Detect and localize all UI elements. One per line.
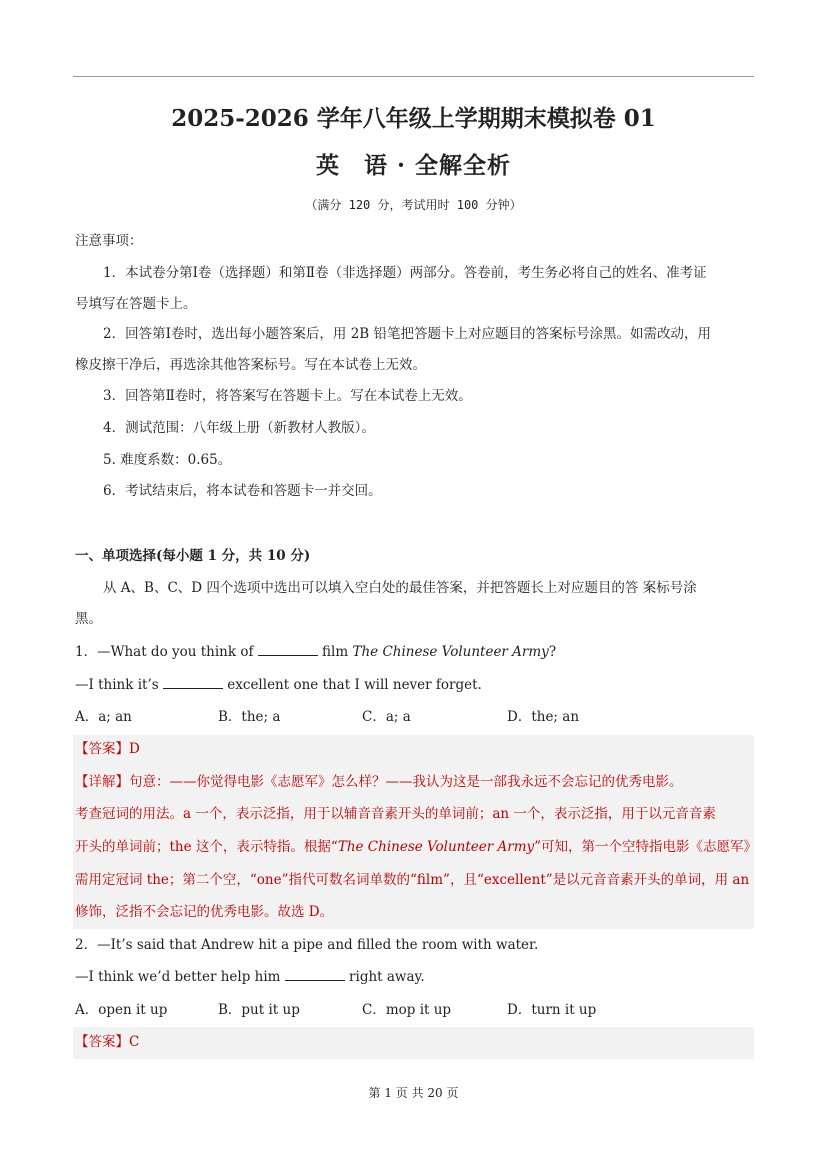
q2-stem-a: 2．—It’s said that Andrew hit a pipe and filled the room with water. bbox=[75, 937, 539, 953]
q2-answer: 【答案】C bbox=[75, 1034, 140, 1050]
q1-detail-2: 考查冠词的用法。a 一个，表示泛指，用于以辅音音素开头的单词前；an 一个，表示泛指，用于以元音音素 bbox=[75, 806, 716, 822]
q1-blank-2 bbox=[163, 676, 223, 689]
page-number: 第 1 页 共 20 页 bbox=[368, 1086, 459, 1100]
header-rule bbox=[73, 76, 754, 77]
score-note: （满分 120 分，考试用时 100 分钟） bbox=[305, 198, 522, 212]
notice-item-1a: 1．本试卷分第Ⅰ卷（选择题）和第Ⅱ卷（非选择题）两部分。答卷前，考生务必将自己的姓名、准考证 bbox=[103, 265, 707, 281]
notice-item-1b: 号填写在答题卡上。 bbox=[75, 296, 197, 312]
section-instruction-a: 从 A、B、C、D 四个选项中选出可以填入空白处的最佳答案，并把答题长上对应题目的答 案标号涂 bbox=[103, 580, 697, 596]
q1-option-a: A．a; an bbox=[75, 709, 132, 725]
q1-detail-1: 【详解】句意：——你觉得电影《志愿军》怎么样？——我认为这是一部我永远不会忘记的优秀电影。 bbox=[75, 774, 683, 790]
q1-option-d: D．the; an bbox=[507, 709, 580, 725]
q2-option-d: D．turn it up bbox=[507, 1002, 597, 1018]
page-title: 2025-2026 学年八年级上学期期末模拟卷 01 bbox=[171, 105, 656, 132]
page-subtitle: 英 语 · 全解全析 bbox=[315, 152, 512, 179]
notice-item-2a: 2．回答第Ⅰ卷时，选出每小题答案后，用 2B 铅笔把答题卡上对应题目的答案标号涂黑。如需改动，用 bbox=[103, 326, 712, 342]
q1-blank-1 bbox=[258, 643, 318, 656]
q1-detail-4: 需用定冠词 the；第二个空，“one”指代可数名词单数的“film”，且“excellent”是以元音音素开头的单词，用 an bbox=[75, 872, 750, 888]
q2-option-a: A．open it up bbox=[75, 1002, 168, 1018]
notice-item-5: 5. 难度系数：0.65。 bbox=[103, 452, 232, 468]
q2-stem-b: —I think we’d better help him right away. bbox=[75, 969, 425, 985]
q2-option-b: B．put it up bbox=[218, 1002, 300, 1018]
q1-detail-3: 开头的单词前；the 这个，表示特指。根据“The Chinese Volunteer Army”可知，第一个空特指电影《志愿军》 bbox=[75, 839, 758, 855]
notice-item-3: 3．回答第Ⅱ卷时，将答案写在答题卡上。写在本试卷上无效。 bbox=[103, 388, 472, 404]
q1-answer: 【答案】D bbox=[75, 741, 140, 757]
q1-option-b: B．the; a bbox=[218, 709, 281, 725]
notice-item-6: 6．考试结束后，将本试卷和答题卡一并交回。 bbox=[103, 483, 382, 499]
q1-option-c: C．a; a bbox=[362, 709, 411, 725]
section-heading: 一、单项选择(每小题 1 分，共 10 分) bbox=[75, 548, 311, 564]
q2-blank bbox=[285, 968, 345, 981]
q1-stem-a: 1．—What do you think of film The Chinese Volunteer Army? bbox=[75, 644, 557, 660]
q1-stem-b: —I think it’s excellent one that I will never forget. bbox=[75, 677, 482, 693]
q1-detail-5: 修饰，泛指不会忘记的优秀电影。故选 D。 bbox=[75, 904, 334, 920]
q2-option-c: C．mop it up bbox=[362, 1002, 452, 1018]
section-instruction-b: 黑。 bbox=[75, 611, 102, 627]
notice-item-4: 4．测试范围：八年级上册（新教材人教版）。 bbox=[103, 420, 375, 436]
notice-heading: 注意事项： bbox=[75, 233, 143, 249]
q2-answer-box bbox=[73, 1027, 754, 1059]
notice-item-2b: 橡皮擦干净后，再选涂其他答案标号。写在本试卷上无效。 bbox=[75, 357, 426, 373]
